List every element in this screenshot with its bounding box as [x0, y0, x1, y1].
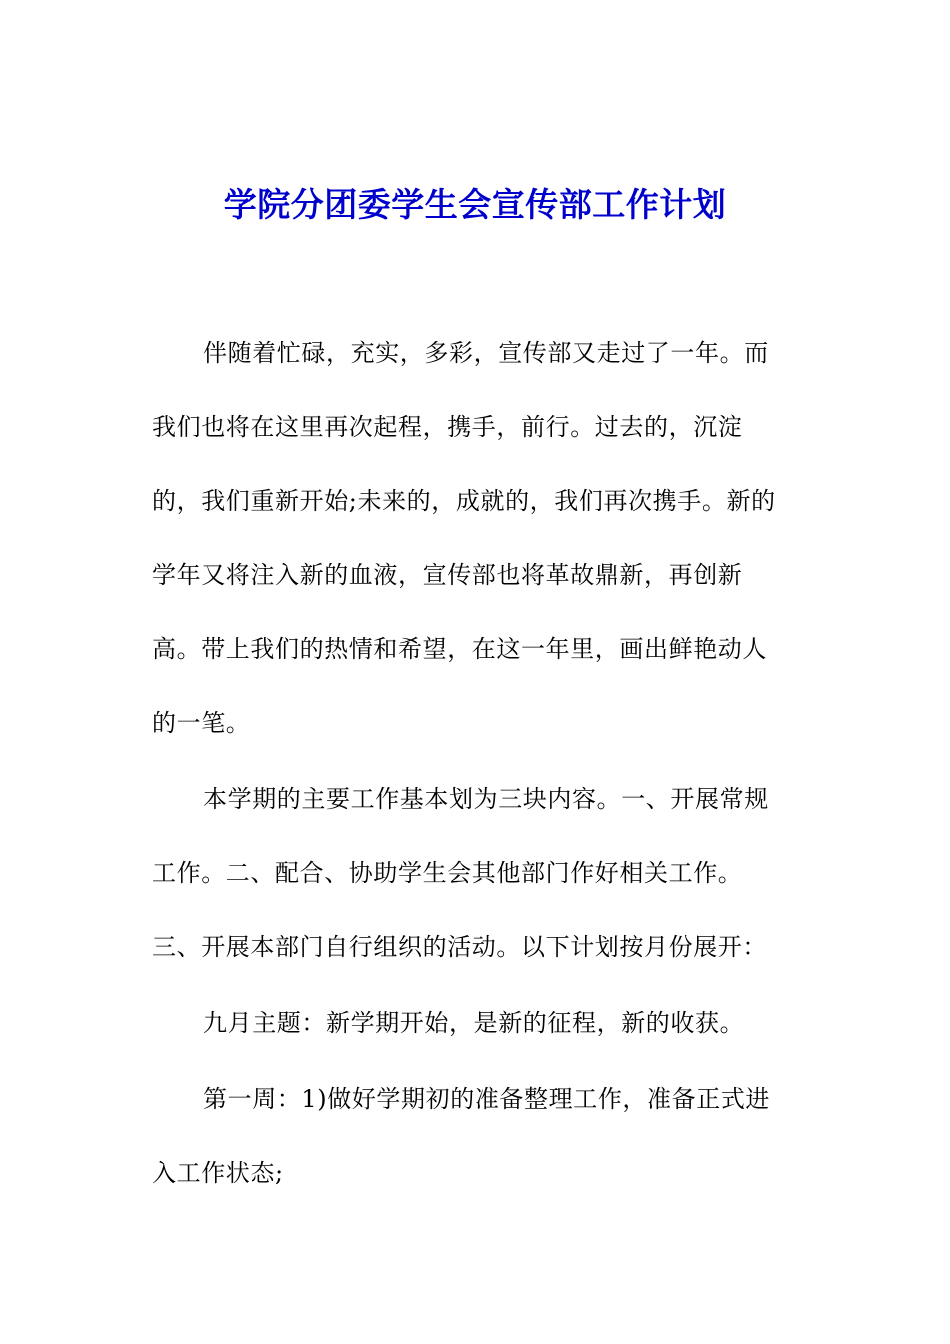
paragraph-line-9: 三、开展本部门自行组织的活动。以下计划按月份展开： [152, 933, 767, 961]
paragraph-line-6: 的一笔。 [152, 709, 251, 737]
paragraph-line-7: 本学期的主要工作基本划为三块内容。一、开展常规 [203, 785, 769, 813]
paragraph-line-12: 入工作状态; [152, 1159, 284, 1187]
paragraph-line-10: 九月主题：新学期开始，是新的征程，新的收获。 [203, 1009, 745, 1037]
paragraph-line-2: 我们也将在这里再次起程，携手，前行。过去的，沉淀 [152, 413, 743, 441]
paragraph-line-11: 第一周：1)做好学期初的准备整理工作，准备正式进 [203, 1085, 771, 1113]
paragraph-line-1: 伴随着忙碌，充实，多彩，宣传部又走过了一年。而 [203, 339, 769, 367]
paragraph-line-4: 学年又将注入新的血液，宣传部也将革故鼎新，再创新 [152, 561, 743, 589]
paragraph-line-5: 高。带上我们的热情和希望，在这一年里，画出鲜艳动人 [152, 635, 767, 663]
paragraph-line-3: 的，我们重新开始;未来的，成就的，我们再次携手。新的 [152, 487, 776, 515]
paragraph-line-8: 工作。二、配合、协助学生会其他部门作好相关工作。 [152, 859, 743, 887]
document-title: 学院分团委学生会宣传部工作计划 [223, 185, 727, 224]
